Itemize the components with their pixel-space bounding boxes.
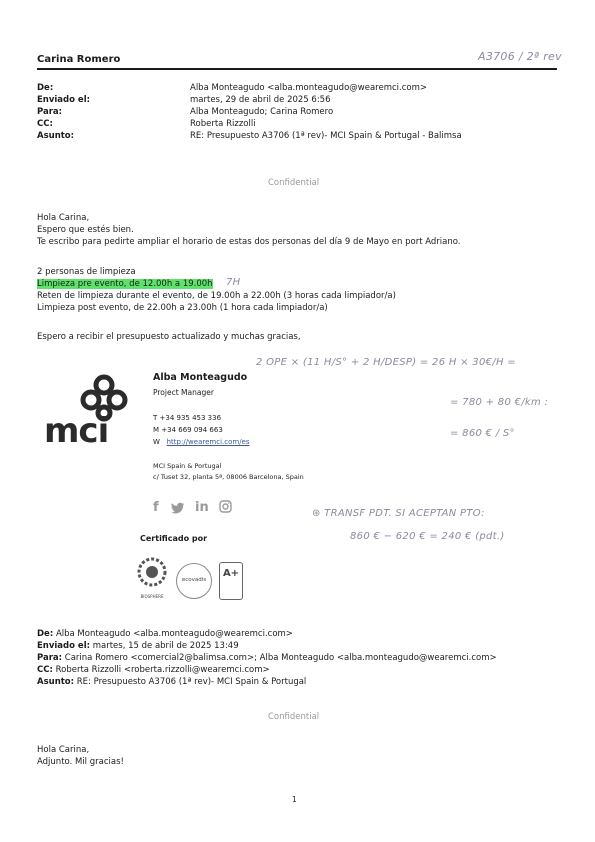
facebook-icon[interactable]: f <box>153 500 159 515</box>
meta-value: Alba Monteagudo <alba.monteagudo@wearemci.com> <box>55 629 293 639</box>
meta-value: Carina Romero <comercial2@balimsa.com>; Alba Monteagudo <alba.monteagudo@wearemci.com> <box>64 653 497 663</box>
social-icons <box>153 500 243 514</box>
body-line: Reten de limpieza durante el evento, de 19.00h a 22.00h (3 horas cada limpiador/a) <box>37 291 396 301</box>
meta-row-de <box>37 82 557 94</box>
meta-value: RE: Presupuesto A3706 (1ª rev)- MCI Spain & Portugal <box>76 677 307 687</box>
handwritten-note: = 860 € / S° <box>450 428 515 439</box>
meta-value: Roberta Rizzolli <roberta.rizzolli@wearemci.com> <box>55 665 270 675</box>
signature-web <box>153 438 250 446</box>
header-rule <box>37 68 557 70</box>
meta-row-cc <box>37 664 270 676</box>
meta-row-para <box>37 106 557 118</box>
certified-by-label: Certificado por <box>140 534 208 543</box>
meta-value: martes, 15 de abril de 2025 13:49 <box>92 641 239 651</box>
highlight-text: Limpieza pre evento, de 12.00h a 19.00h <box>37 279 213 289</box>
body-line: Limpieza post evento, de 22.00h a 23.00h (1 hora cada limpiador/a) <box>37 303 328 313</box>
meta-value: martes, 29 de abril de 2025 6:56 <box>190 95 331 105</box>
meta-label: CC: <box>37 665 53 675</box>
company-name: MCI Spain & Portugal <box>153 462 222 470</box>
meta-row-enviado <box>37 94 557 106</box>
meta-value: RE: Presupuesto A3706 (1ª rev)- MCI Spain & Portugal - Balimsa <box>190 131 462 141</box>
body-line: Te escribo para pedirte ampliar el horario de estas dos personas del día 9 de Mayo en port Adriano. <box>37 237 461 247</box>
meta-label: CC: <box>37 119 53 129</box>
biosphere-badge <box>136 556 168 602</box>
meta-row-de <box>37 628 293 640</box>
mci-logo-text: mci <box>44 411 109 451</box>
meta-label: Asunto: <box>37 131 75 141</box>
web-link[interactable]: http://wearemci.com/es <box>166 438 250 446</box>
meta-label: De: <box>37 629 54 639</box>
web-label: W <box>153 438 160 446</box>
meta-row-cc <box>37 118 557 130</box>
signature-role: Project Manager <box>153 388 214 397</box>
signature-mobile: M +34 669 094 663 <box>153 426 223 434</box>
greeting: Hola Carina, <box>37 213 90 223</box>
aplus-badge <box>219 562 243 600</box>
ecovadis-label: ecovadis <box>181 577 207 583</box>
meta-value: Alba Monteagudo; Carina Romero <box>190 107 334 117</box>
signature-phone: T +34 935 453 336 <box>153 414 222 422</box>
biosphere-icon <box>136 556 168 588</box>
instagram-icon[interactable] <box>219 500 232 513</box>
body-line: Adjunto. Mil gracias! <box>37 757 124 767</box>
biosphere-label: BIOSPHERE <box>140 594 164 599</box>
meta-label: Para: <box>37 653 63 663</box>
greeting: Hola Carina, <box>37 745 90 755</box>
linkedin-icon[interactable]: in <box>195 500 209 515</box>
ecovadis-badge <box>176 563 212 599</box>
handwritten-note: ⊛ TRANSF PDT. SI ACEPTAN PTO: <box>312 508 485 519</box>
meta-label: De: <box>37 83 54 93</box>
meta-label: Enviado el: <box>37 95 91 105</box>
sender-name: Carina Romero <box>37 54 121 65</box>
handwritten-note: 7H <box>226 277 241 288</box>
meta-row-asunto <box>37 676 306 688</box>
page-number: 1 <box>292 795 297 804</box>
confidential-label: Confidential <box>268 178 320 188</box>
aplus-label: A+ <box>222 568 240 579</box>
meta-label: Enviado el: <box>37 641 91 651</box>
meta-row-asunto <box>37 130 557 142</box>
handwritten-note: = 780 + 80 €/km : <box>450 397 549 408</box>
meta-row-enviado <box>37 640 239 652</box>
meta-label: Asunto: <box>37 677 75 687</box>
meta-value: Roberta Rizzolli <box>190 119 256 129</box>
highlighted-line <box>37 278 213 290</box>
confidential-label: Confidential <box>268 712 320 722</box>
meta-value: Alba Monteagudo <alba.monteagudo@wearemci.com> <box>190 83 427 93</box>
meta-row-para <box>37 652 497 664</box>
handwritten-note: 2 OPE × (11 H/S° + 2 H/DESP) = 26 H × 30€/H = <box>256 357 516 368</box>
body-line: Espero a recibir el presupuesto actualizado y muchas gracias, <box>37 332 301 342</box>
handwritten-note: 860 € − 620 € = 240 € (pdt.) <box>350 531 505 542</box>
body-line: Espero que estés bien. <box>37 225 134 235</box>
twitter-icon[interactable] <box>171 502 185 514</box>
meta-label: Para: <box>37 107 63 117</box>
handwritten-ref-note: A3706 / 2ª rev <box>478 50 562 63</box>
signature-name: Alba Monteagudo <box>153 372 248 383</box>
body-line: 2 personas de limpieza <box>37 267 136 277</box>
company-address: c/ Tuset 32, planta 5ª, 08006 Barcelona, Spain <box>153 473 304 481</box>
